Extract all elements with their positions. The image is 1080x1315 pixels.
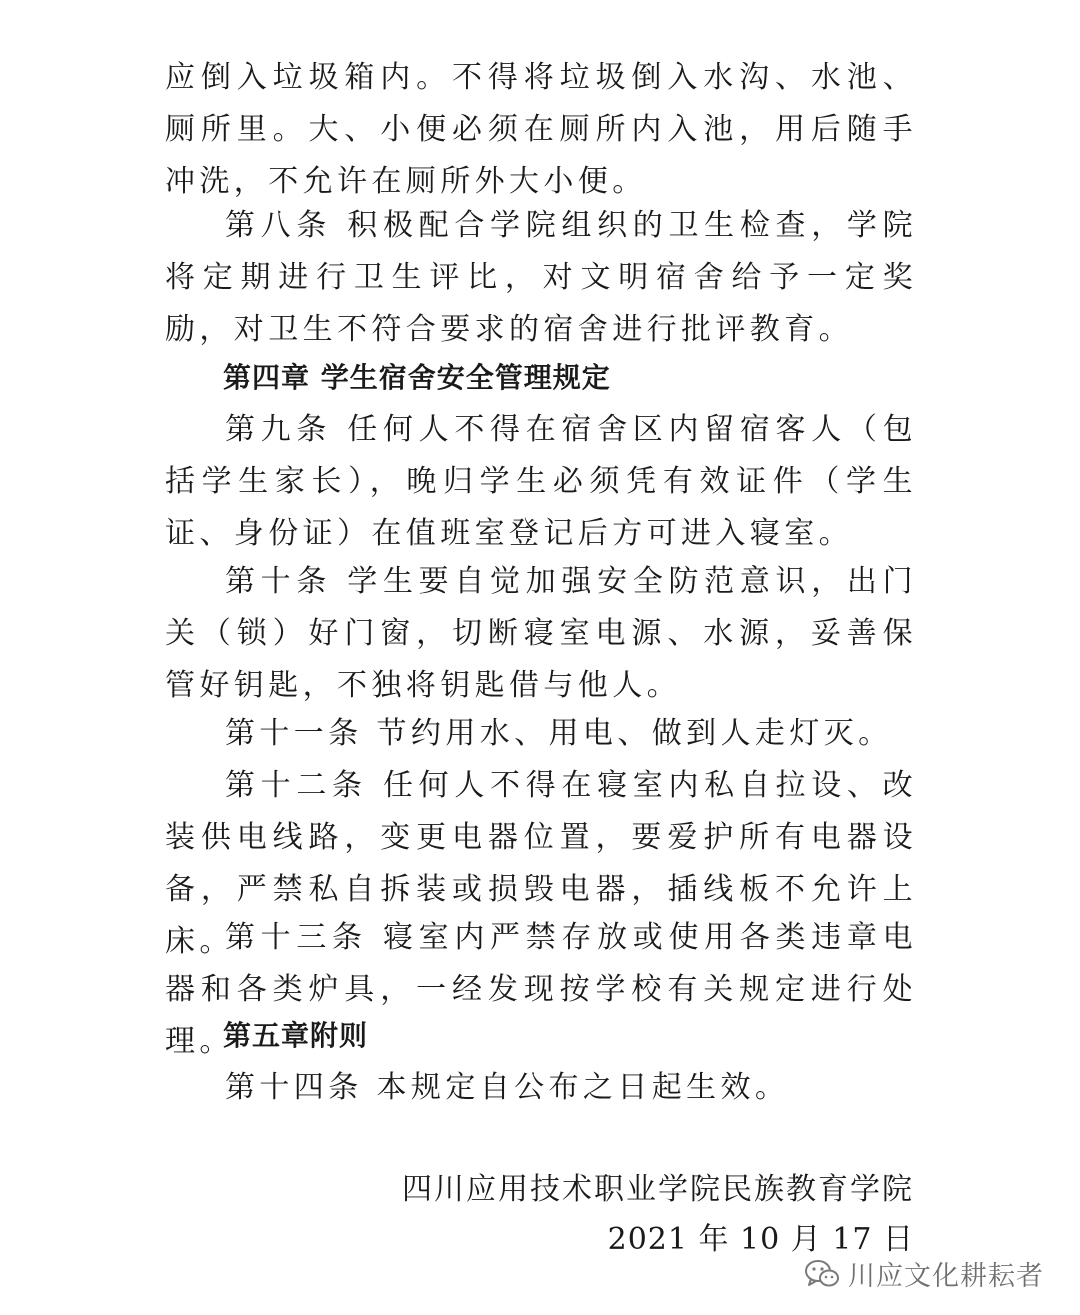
intro-paragraph: 应倒入垃圾箱内。不得将垃圾倒入水沟、水池、厕所里。大、小便必须在厕所内入池，用后随手冲洗，不允许在厕所外大小便。: [165, 60, 917, 199]
article-8: 第八条 积极配合学院组织的卫生检查，学院将定期进行卫生评比，对文明宿舍给予一定奖励，对卫生不符合要求的宿舍进行批评教育。: [165, 208, 917, 347]
signature-org: 四川应用技术职业学院民族教育学院: [402, 1172, 914, 1207]
article-12: 第十二条 任何人不得在寝室内私自拉设、改装供电线路，变更电器位置，要爱护所有电器设备，严禁私自拆装或损毁电器，插线板不允许上床。: [165, 768, 917, 959]
article-9: 第九条 任何人不得在宿舍区内留宿客人（包括学生家长），晚归学生必须凭有效证件（学生证、身份证）在值班室登记后方可进入寝室。: [165, 412, 917, 551]
article-10: 第十条 学生要自觉加强安全防范意识，出门关（锁）好门窗，切断寝室电源、水源，妥善保管好钥匙，不独将钥匙借与他人。: [165, 564, 917, 703]
watermark-text: 川应文化耕耘者: [848, 1261, 1044, 1292]
wechat-icon: [804, 1258, 840, 1290]
chapter-4-heading: 第四章 学生宿舍安全管理规定: [223, 361, 611, 394]
signature-date: 2021 年 10 月 17 日: [607, 1222, 914, 1257]
article-14: 第十四条 本规定自公布之日起生效。: [225, 1070, 790, 1105]
chapter-5-heading: 第五章附则: [223, 1019, 369, 1052]
article-11: 第十一条 节约用水、用电、做到人走灯灭。: [225, 716, 893, 751]
watermark: [804, 1254, 1044, 1293]
article-13: 第十三条 寝室内严禁存放或使用各类违章电器和各类炉具，一经发现按学校有关规定进行处理。: [165, 920, 917, 1059]
